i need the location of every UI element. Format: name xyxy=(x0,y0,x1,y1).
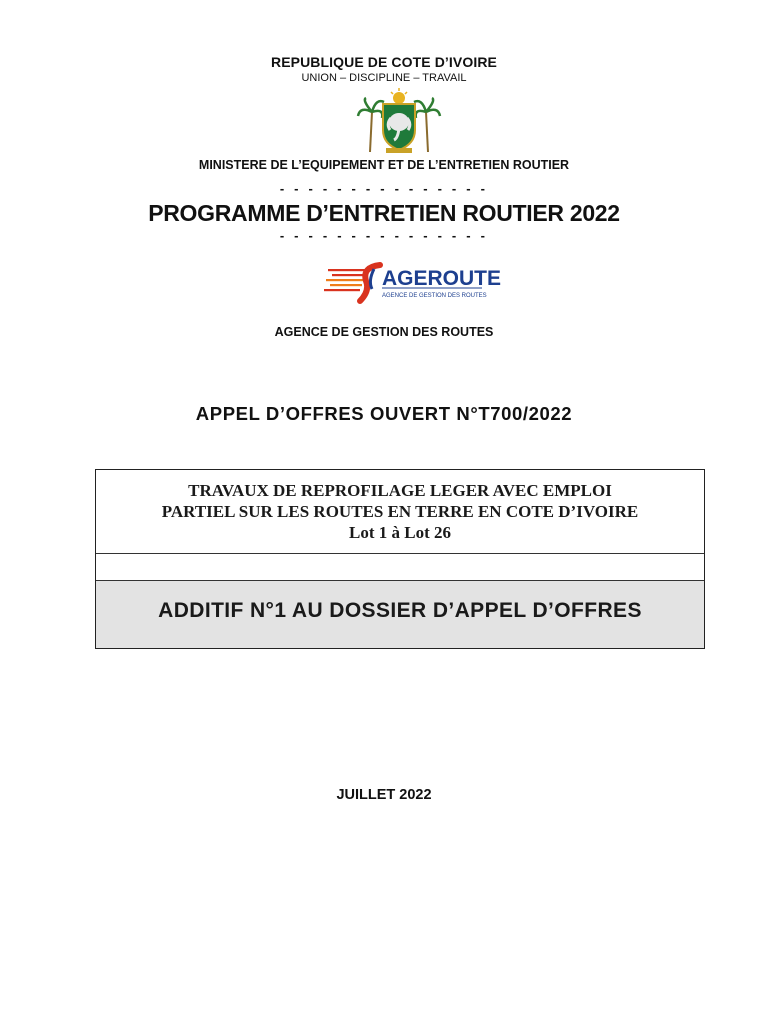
lots-range: Lot 1 à Lot 26 xyxy=(349,523,451,542)
works-description xyxy=(96,480,704,543)
programme-title: PROGRAMME D’ENTRETIEN ROUTIER 2022 xyxy=(148,200,620,226)
national-motto: UNION – DISCIPLINE – TRAVAIL xyxy=(301,72,467,84)
divider xyxy=(96,553,704,554)
tender-box xyxy=(95,469,705,649)
logo-wordmark: AGEROUTE xyxy=(382,267,502,290)
coat-of-arms-icon xyxy=(356,88,442,154)
separator-top: - - - - - - - - - - - - - - - xyxy=(279,181,489,196)
addendum-title: ADDITIF N°1 AU DOSSIER D’APPEL D’OFFRES xyxy=(158,599,642,622)
ministry-title: MINISTERE DE L’EQUIPEMENT ET DE L’ENTRETIEN ROUTIER xyxy=(198,158,570,172)
addendum-panel xyxy=(96,581,704,648)
works-line-1: TRAVAUX DE REPROFILAGE LEGER AVEC EMPLOI xyxy=(188,481,612,500)
tender-reference: APPEL D’OFFRES OUVERT N°T700/2022 xyxy=(195,403,573,424)
document-date: JUILLET 2022 xyxy=(336,787,432,803)
republic-title: REPUBLIQUE DE COTE D’IVOIRE xyxy=(271,54,497,70)
agency-name: AGENCE DE GESTION DES ROUTES xyxy=(274,325,494,339)
logo-subtitle: AGENCE DE GESTION DES ROUTES xyxy=(382,293,487,299)
ageroute-logo-icon xyxy=(322,259,502,309)
works-line-2: PARTIEL SUR LES ROUTES EN TERRE EN COTE D’IVOIRE xyxy=(161,502,639,521)
separator-bottom: - - - - - - - - - - - - - - - xyxy=(279,228,489,243)
